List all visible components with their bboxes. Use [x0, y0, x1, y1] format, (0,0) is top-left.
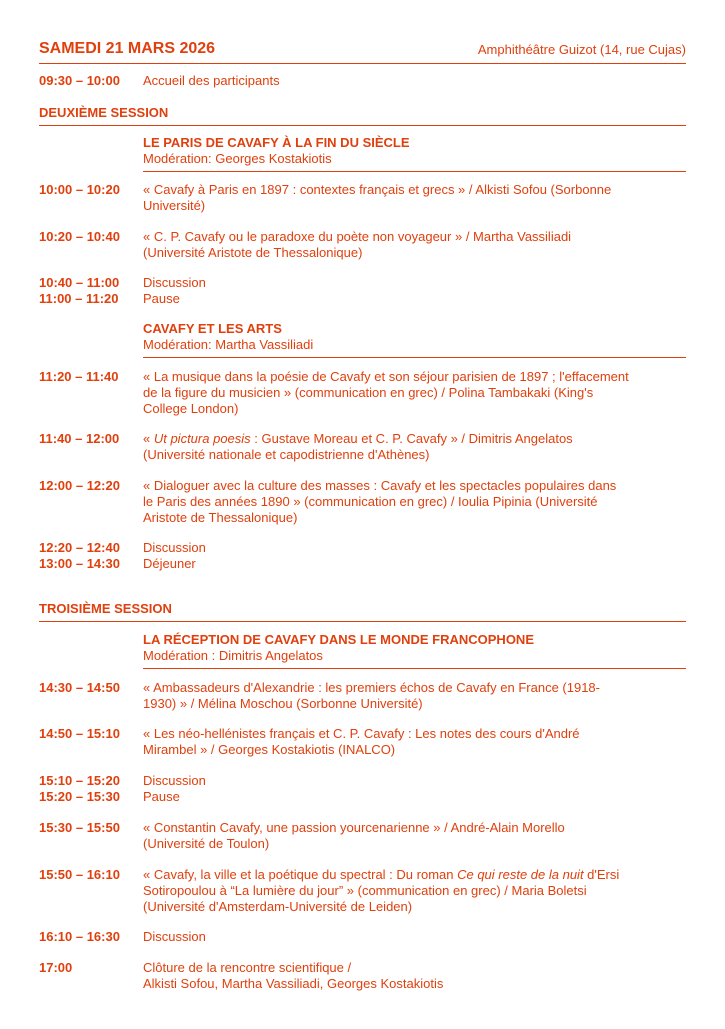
session3-title: TROISIÈME SESSION	[39, 601, 172, 616]
slot-time: 17:00	[39, 960, 73, 975]
slot-time: 10:00 – 10:20	[39, 182, 120, 197]
session2-divider	[39, 125, 686, 126]
discussion-entry: Discussion	[143, 540, 206, 555]
panel1-divider	[143, 171, 686, 172]
talk-entry: « C. P. Cavafy ou le paradoxe du poète non voyageur » / Martha Vassiliadi (Université Aristote de Thessalonique)	[143, 229, 572, 260]
welcome-text: Accueil des participants	[143, 73, 280, 88]
panel2-divider	[143, 357, 686, 358]
closing-entry: Clôture de la rencontre scientifique / Alkisti Sofou, Martha Vassiliadi, Georges Kostakiotis	[143, 960, 444, 991]
talk-entry: « La musique dans la poésie de Cavafy et son séjour parisien de 1897 ; l'effacement de la figure du musicien » (communication en grec) / Polina Tambakaki (King's College London)	[143, 369, 629, 416]
panel1-title: LE PARIS DE CAVAFY À LA FIN DU SIÈCLE	[143, 135, 410, 150]
slot-time: 14:50 – 15:10	[39, 726, 120, 741]
slot-time: 15:10 – 15:20	[39, 773, 120, 788]
talk-entry: « Ut pictura poesis : Gustave Moreau et C. P. Cavafy » / Dimitris Angelatos (Université nationale et capodistrienne d'Athènes)	[143, 431, 573, 462]
header-divider	[39, 63, 686, 64]
talk-entry: « Cavafy, la ville et la poétique du spectral : Du roman Ce qui reste de la nuit d'Ersi Sotiropoulou à “La lumière du jour” » (communication en grec) / Maria Boletsi (Université d'Amsterdam-Université de Leiden)	[143, 867, 620, 914]
panel2-title: CAVAFY ET LES ARTS	[143, 321, 282, 336]
panel3-moderation: Modération : Dimitris Angelatos	[143, 648, 323, 663]
pause-entry: Pause	[143, 789, 180, 804]
talk-entry: « Dialoguer avec la culture des masses : Cavafy et les spectacles populaires dans le Paris des années 1890 » (communication en grec) / Ioulia Pipinia (Université Aristote de Thessalonique)	[143, 478, 617, 525]
slot-time: 12:00 – 12:20	[39, 478, 120, 493]
slot-time: 14:30 – 14:50	[39, 680, 120, 695]
panel1-moderation: Modération: Georges Kostakiotis	[143, 151, 332, 166]
pause-entry: Pause	[143, 291, 180, 306]
slot-time: 15:20 – 15:30	[39, 789, 120, 804]
slot-time: 16:10 – 16:30	[39, 929, 120, 944]
slot-time: 15:50 – 16:10	[39, 867, 120, 882]
talk-entry: « Cavafy à Paris en 1897 : contextes français et grecs » / Alkisti Sofou (Sorbonne Université)	[143, 182, 612, 213]
panel2-moderation: Modération: Martha Vassiliadi	[143, 337, 314, 352]
slot-time: 10:40 – 11:00	[39, 275, 120, 290]
slot-time: 11:00 – 11:20	[39, 291, 119, 306]
slot-time: 13:00 – 14:30	[39, 556, 120, 571]
slot-time: 10:20 – 10:40	[39, 229, 120, 244]
slot-time: 11:40 – 12:00	[39, 431, 120, 446]
slot-time: 11:20 – 11:40	[39, 369, 119, 384]
slot-time: 15:30 – 15:50	[39, 820, 120, 835]
session3-divider	[39, 621, 686, 622]
discussion-entry: Discussion	[143, 929, 206, 944]
panel3-title: LA RÉCEPTION DE CAVAFY DANS LE MONDE FRANCOPHONE	[143, 632, 534, 647]
discussion-entry: Discussion	[143, 275, 206, 290]
venue-label: Amphithéâtre Guizot (14, rue Cujas)	[477, 42, 686, 57]
talk-entry: « Ambassadeurs d'Alexandrie : les premiers échos de Cavafy en France (1918- 1930) » / Mélina Moschou (Sorbonne Université)	[143, 680, 600, 711]
discussion-entry: Discussion	[143, 773, 206, 788]
slot-time: 12:20 – 12:40	[39, 540, 120, 555]
lunch-entry: Déjeuner	[143, 556, 196, 571]
date-heading: SAMEDI 21 MARS 2026	[39, 40, 216, 57]
panel3-divider	[143, 668, 686, 669]
talk-entry: « Les néo-hellénistes français et C. P. Cavafy : Les notes des cours d'André Mirambel » / Georges Kostakiotis (INALCO)	[143, 726, 580, 757]
welcome-time: 09:30 – 10:00	[39, 73, 120, 88]
talk-entry: « Constantin Cavafy, une passion yourcenarienne » / André-Alain Morello (Université de Toulon)	[143, 820, 565, 851]
session2-title: DEUXIÈME SESSION	[39, 105, 169, 120]
